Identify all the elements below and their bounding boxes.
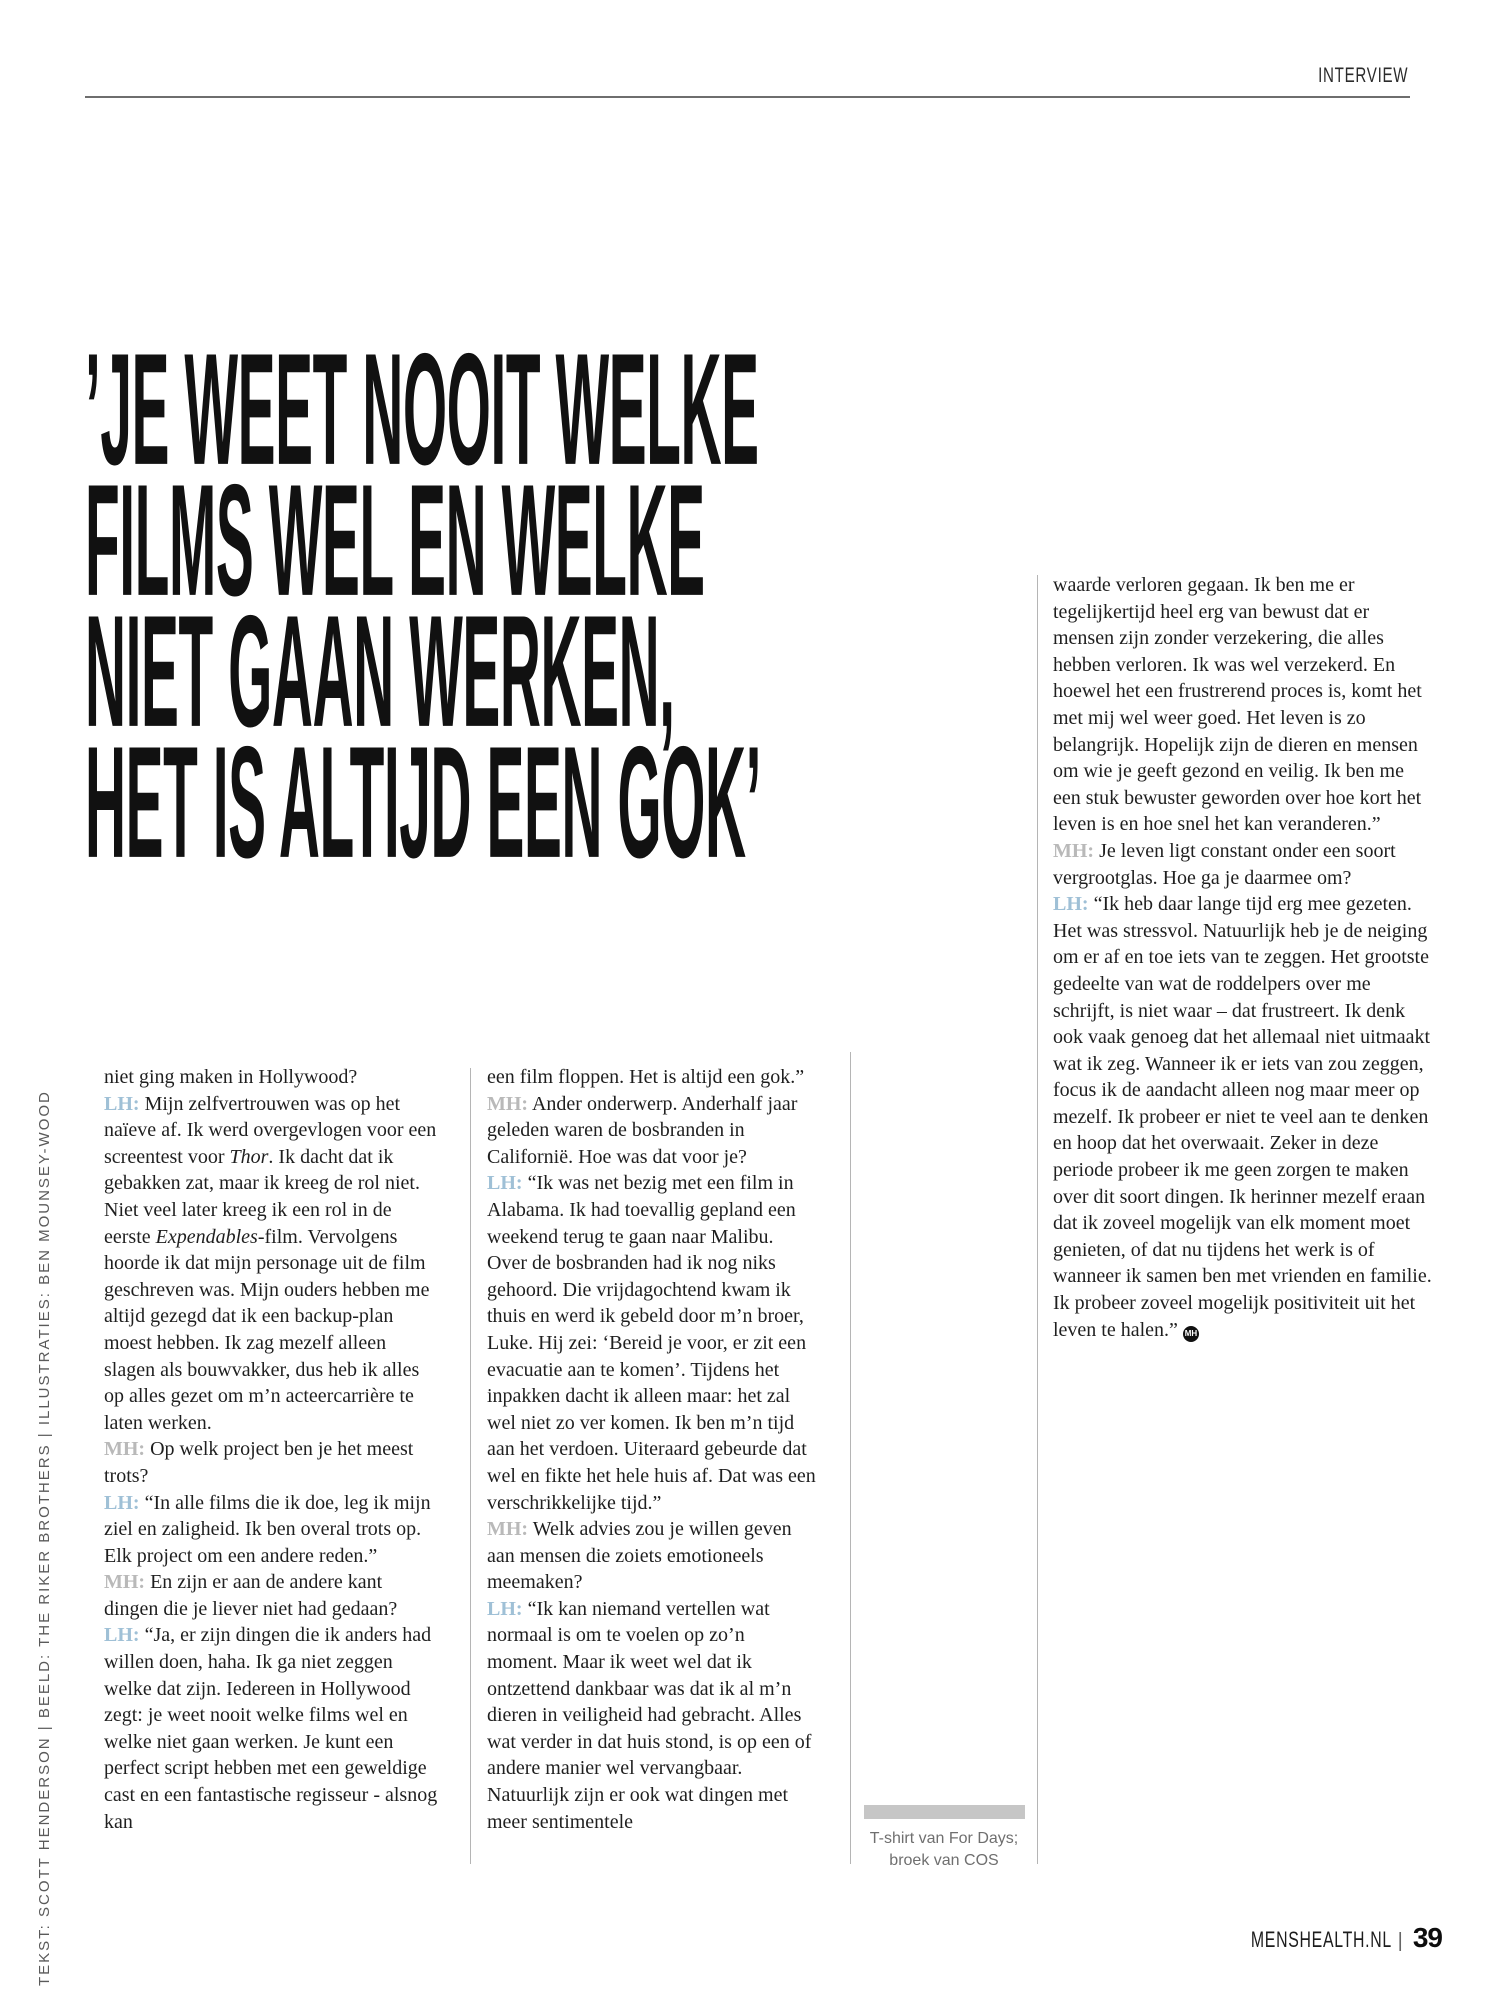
paragraph — [104, 1436, 439, 1489]
speaker-label-mh: MH: — [104, 1571, 146, 1594]
body-text: “Ja, er zijn dingen die ik anders had willen doen, haha. Ik ga niet zeggen welke dat zijn. Iedereen in Hollywood zegt: je weet nooit welke films wel en welke niet gaan werken. Je kunt een perfect script hebben met een geweldige cast en een fantastische regisseur - alsnog kan — [104, 1624, 438, 1833]
paragraph — [104, 1490, 439, 1570]
caption-bar — [864, 1805, 1025, 1819]
body-text: “Ik kan niemand vertellen wat normaal is om te voelen op zo’n moment. Maar ik weet wel dat ik ontzettend dankbaar was dat ik al m’n dieren in veiligheid had gebracht. Alles wat verder in dat huis stond, is op een of andere manier wel vervangbaar. Natuurlijk zijn er ook wat dingen met meer sentimentele — [487, 1597, 812, 1833]
body-text: Op welk project ben je het meest trots? — [104, 1438, 414, 1487]
paragraph — [1053, 572, 1435, 838]
body-text: niet ging maken in Hollywood? — [104, 1066, 358, 1088]
footer-site: MENSHEALTH.NL — [1250, 1927, 1392, 1952]
headline-line: NIET GAAN WERKEN, — [85, 582, 675, 761]
paragraph — [487, 1516, 817, 1596]
speaker-label-mh: MH: — [104, 1438, 146, 1461]
page-footer — [1196, 1922, 1442, 1954]
paragraph — [104, 1091, 439, 1437]
body-text: Thor — [229, 1145, 269, 1168]
speaker-label-lh: LH: — [487, 1597, 523, 1620]
body-text: “Ik heb daar lange tijd erg mee gezeten. Het was stressvol. Natuurlijk heb je de neiging om er af en toe iets van te zeggen. Het grootste gedeelte van wat de roddelpers over me schrijft, is niet waar – dat frustreert. Ik denk ook vaak genoeg dat het allemaal niet uitmaakt wat ik zeg. Wanneer ik er iets van zou zeggen, focus ik de aandacht alleen nog maar meer op mezelf. Ik probeer er niet te veel aan te denken en hoop dat het overwaait. Zeker in deze periode probeer ik me geen zorgen te maken over dit soort dingen. Ik herinner mezelf eraan dat ik zoveel mogelijk van elk moment moet genieten, of dat nu tijdens het werk is of wanneer ik samen ben met vrienden en familie. Ik probeer zoveel mogelijk positiviteit uit het leven te halen.” — [1053, 893, 1432, 1341]
paragraph — [487, 1596, 817, 1835]
column-middle — [487, 1064, 817, 1835]
body-text: Welk advies zou je willen geven aan mensen die zoiets emotioneels meemaken? — [487, 1518, 792, 1594]
body-text: een film floppen. Het is altijd een gok.” — [487, 1066, 805, 1088]
column-right — [1053, 572, 1435, 1343]
headline-line: ’JE WEET NOOIT WELKE — [85, 320, 759, 499]
column-divider-rule — [850, 1052, 851, 1864]
credits-vertical: TEKST: SCOTT HENDERSON | BEELD: THE RIKER BROTHERS | ILLUSTRATIES: BEN MOUNSEY-WOOD — [36, 1090, 53, 1986]
headline-line: HET IS ALTIJD EEN GOK’ — [85, 713, 762, 892]
body-text: waarde verloren gegaan. Ik ben me er tegelijkertijd heel erg van bewust dat er mensen zijn zonder verzekering, die alles hebben verloren. Ik was wel verzekerd. En hoewel het een frustrerend proces is, komt het met mij wel weer goed. Het leven is zo belangrijk. Hopelijk zijn de dieren en mensen om wie je geeft gezond en veilig. Ik ben me een stuk bewuster geworden over hoe kort het leven is en hoe snel het kan veranderen.” — [1053, 574, 1422, 836]
footer-separator: | — [1397, 1930, 1403, 1952]
body-text: Ander onderwerp. Anderhalf jaar geleden waren de bosbranden in Californië. Hoe was dat voor je? — [487, 1092, 798, 1168]
header-rule — [85, 96, 1410, 98]
body-text: En zijn er aan de andere kant dingen die je liever niet had gedaan? — [104, 1571, 398, 1620]
paragraph — [487, 1091, 817, 1171]
body-text: “In alle films die ik doe, leg ik mijn ziel en zaligheid. Ik ben overal trots op. Elk project om een andere reden.” — [104, 1491, 431, 1567]
footer-page-number: 39 — [1412, 1922, 1442, 1953]
paragraph — [487, 1064, 817, 1091]
speaker-label-lh: LH: — [104, 1491, 140, 1514]
column-left — [104, 1064, 439, 1835]
speaker-label-lh: LH: — [104, 1092, 140, 1115]
paragraph — [104, 1064, 439, 1091]
caption-line: broek van COS — [889, 1852, 999, 1869]
body-text: Expendables — [155, 1225, 258, 1248]
caption-line: T-shirt van For Days; — [869, 1830, 1019, 1847]
column-divider-rule — [470, 1068, 471, 1864]
paragraph — [487, 1170, 817, 1516]
paragraph — [104, 1622, 439, 1835]
body-text: -film. Vervolgens hoorde ik dat mijn personage uit de film geschreven was. Mijn ouders hebben me altijd gezegd dat ik een backup-plan moest hebben. Ik zag mezelf alleen slagen als bouwvakker, dus heb ik alles op alles gezet om m’n acteercarrière te laten werken. — [104, 1225, 430, 1434]
column-divider-rule — [1037, 575, 1038, 1864]
headline-line: FILMS WEL EN WELKE — [85, 451, 705, 630]
paragraph — [1053, 891, 1435, 1343]
body-text: “Ik was net bezig met een film in Alabama. Ik had toevallig gepland een weekend terug te gaan naar Malibu. Over de bosbranden had ik nog niks gehoord. Die vrijdagochtend kwam ik thuis en werd ik gebeld door m’n broer, Luke. Hij zei: ‘Bereid je voor, er zit een evacuatie aan te komen’. Tijdens het inpakken dacht ik alleen maar: het zal wel niet zo ver komen. Ik ben m’n tijd aan het verdoen. Uiteraard gebeurde dat wel en fikte het hele huis af. Dat was een verschrikkelijke tijd.” — [487, 1172, 816, 1514]
paragraph — [104, 1569, 439, 1622]
body-text: Je leven ligt constant onder een soort vergrootglas. Hoe ga je daarmee om? — [1053, 839, 1396, 889]
speaker-label-mh: MH: — [1053, 839, 1095, 862]
mh-end-mark-icon: MH — [1183, 1326, 1199, 1342]
section-label — [1283, 64, 1408, 88]
body-text: . Ik dacht dat ik gebakken zat, maar ik kreeg de rol niet. Niet veel later kreeg ik een rol in de eerste — [104, 1145, 420, 1248]
section-label-text: INTERVIEW — [1317, 64, 1408, 87]
body-text: Mijn zelfvertrouwen was op het naïeve af. Ik werd overgevlogen voor een screentest voor — [104, 1092, 437, 1168]
speaker-label-lh: LH: — [487, 1172, 523, 1195]
speaker-label-lh: LH: — [1053, 893, 1089, 916]
speaker-label-mh: MH: — [487, 1092, 529, 1115]
speaker-label-mh: MH: — [487, 1518, 529, 1541]
paragraph — [1053, 838, 1435, 891]
speaker-label-lh: LH: — [104, 1624, 140, 1647]
photo-caption — [850, 1828, 1038, 1872]
